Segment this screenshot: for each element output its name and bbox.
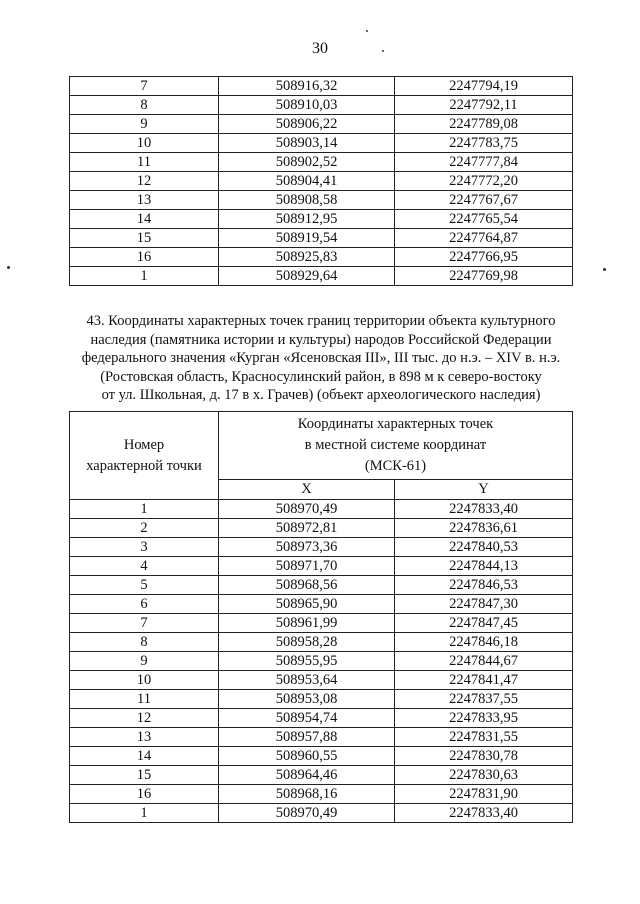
point-number-cell: 11 — [70, 690, 219, 709]
y-coordinate-cell: 2247847,45 — [395, 614, 573, 633]
x-coordinate-cell: 508970,49 — [219, 804, 395, 823]
table-row — [70, 210, 573, 229]
y-coordinate-cell: 2247777,84 — [395, 153, 573, 172]
y-coordinate-cell: 2247840,53 — [395, 538, 573, 557]
x-coordinate-cell: 508961,99 — [219, 614, 395, 633]
table-row — [70, 614, 573, 633]
table-row — [70, 652, 573, 671]
header-point-number — [70, 412, 219, 500]
table-row — [70, 229, 573, 248]
caption-line: от ул. Школьная, д. 17 в х. Грачев) (объект археологического наследия) — [101, 387, 541, 403]
point-number-cell: 13 — [70, 191, 219, 210]
header-coordinates — [219, 412, 573, 480]
x-coordinate-cell: 508971,70 — [219, 557, 395, 576]
point-number-cell: 16 — [70, 785, 219, 804]
x-coordinate-cell: 508958,28 — [219, 633, 395, 652]
point-number-cell: 12 — [70, 172, 219, 191]
caption-line: 43. Координаты характерных точек границ территории объекта культурного — [86, 313, 556, 329]
table-header — [70, 412, 573, 500]
point-number-cell: 15 — [70, 766, 219, 785]
y-coordinate-cell: 2247841,47 — [395, 671, 573, 690]
y-coordinate-cell: 2247846,53 — [395, 576, 573, 595]
point-number-cell: 13 — [70, 728, 219, 747]
x-coordinate-cell: 508908,58 — [219, 191, 395, 210]
y-coordinate-cell: 2247783,75 — [395, 134, 573, 153]
y-coordinate-cell: 2247765,54 — [395, 210, 573, 229]
x-coordinate-cell: 508925,83 — [219, 248, 395, 267]
table-row — [70, 557, 573, 576]
table-row — [70, 633, 573, 652]
table-row — [70, 709, 573, 728]
point-number-cell: 1 — [70, 267, 219, 286]
page-number: 30 — [312, 40, 328, 57]
point-number-cell: 12 — [70, 709, 219, 728]
x-coordinate-cell: 508968,56 — [219, 576, 395, 595]
x-coordinate-cell: 508953,08 — [219, 690, 395, 709]
x-coordinate-cell: 508906,22 — [219, 115, 395, 134]
x-coordinate-cell: 508916,32 — [219, 77, 395, 96]
table-row — [70, 267, 573, 286]
table-row — [70, 804, 573, 823]
y-coordinate-cell: 2247844,67 — [395, 652, 573, 671]
table-row — [70, 153, 573, 172]
y-coordinate-cell: 2247772,20 — [395, 172, 573, 191]
x-coordinate-cell: 508960,55 — [219, 747, 395, 766]
table-row — [70, 690, 573, 709]
table-row — [70, 671, 573, 690]
y-coordinate-cell: 2247833,40 — [395, 500, 573, 519]
point-number-cell: 2 — [70, 519, 219, 538]
y-coordinate-cell: 2247847,30 — [395, 595, 573, 614]
point-number-cell: 10 — [70, 134, 219, 153]
section-caption — [68, 312, 574, 405]
table-row — [70, 519, 573, 538]
y-coordinate-cell: 2247836,61 — [395, 519, 573, 538]
point-number-cell: 14 — [70, 747, 219, 766]
scan-speck — [366, 30, 368, 32]
point-number-cell: 3 — [70, 538, 219, 557]
caption-line: наследия (памятника истории и культуры) народов Российской Федерации — [90, 331, 552, 348]
point-number-cell: 7 — [70, 614, 219, 633]
table-row — [70, 728, 573, 747]
table-row — [70, 500, 573, 519]
scan-speck — [603, 268, 606, 271]
point-number-cell: 6 — [70, 595, 219, 614]
table-row — [70, 248, 573, 267]
table-row — [70, 595, 573, 614]
x-coordinate-cell: 508964,46 — [219, 766, 395, 785]
y-coordinate-cell: 2247769,98 — [395, 267, 573, 286]
y-coordinate-cell: 2247767,67 — [395, 191, 573, 210]
point-number-cell: 15 — [70, 229, 219, 248]
x-coordinate-cell: 508957,88 — [219, 728, 395, 747]
caption-line: федерального значения «Курган «Ясеновская III», III тыс. до н.э. – XIV в. н.э. — [81, 350, 561, 366]
x-coordinate-cell: 508973,36 — [219, 538, 395, 557]
table-body — [70, 500, 573, 823]
x-coordinate-cell: 508972,81 — [219, 519, 395, 538]
header-line: характерной точки — [86, 457, 202, 474]
point-number-cell: 9 — [70, 115, 219, 134]
table-row — [70, 785, 573, 804]
point-number-cell: 14 — [70, 210, 219, 229]
x-coordinate-cell: 508912,95 — [219, 210, 395, 229]
point-number-cell: 9 — [70, 652, 219, 671]
x-coordinate-cell: 508954,74 — [219, 709, 395, 728]
x-coordinate-cell: 508904,41 — [219, 172, 395, 191]
table-row — [70, 77, 573, 96]
header-line: Номер — [123, 437, 165, 454]
point-number-cell: 8 — [70, 633, 219, 652]
table-row — [70, 172, 573, 191]
point-number-cell: 11 — [70, 153, 219, 172]
header-line: в местной системе координат — [304, 437, 487, 454]
point-number-cell: 1 — [70, 804, 219, 823]
table-row — [70, 191, 573, 210]
y-coordinate-cell: 2247830,78 — [395, 747, 573, 766]
table-row — [70, 538, 573, 557]
coordinates-table-43 — [69, 411, 573, 823]
header-line: Координаты характерных точек — [297, 416, 494, 432]
x-coordinate-cell: 508955,95 — [219, 652, 395, 671]
x-coordinate-cell: 508929,64 — [219, 267, 395, 286]
table-row — [70, 96, 573, 115]
header-line: (МСК-61) — [364, 458, 427, 475]
scan-speck — [382, 50, 384, 52]
point-number-cell: 16 — [70, 248, 219, 267]
y-coordinate-cell: 2247844,13 — [395, 557, 573, 576]
x-coordinate-cell: 508903,14 — [219, 134, 395, 153]
y-coordinate-cell: 2247846,18 — [395, 633, 573, 652]
table-row — [70, 134, 573, 153]
y-coordinate-cell: 2247794,19 — [395, 77, 573, 96]
x-coordinate-cell: 508970,49 — [219, 500, 395, 519]
point-number-cell: 4 — [70, 557, 219, 576]
table-row — [70, 747, 573, 766]
y-coordinate-cell: 2247837,55 — [395, 690, 573, 709]
point-number-cell: 5 — [70, 576, 219, 595]
y-coordinate-cell: 2247830,63 — [395, 766, 573, 785]
point-number-cell: 7 — [70, 77, 219, 96]
x-coordinate-cell: 508910,03 — [219, 96, 395, 115]
point-number-cell: 10 — [70, 671, 219, 690]
table-row — [70, 766, 573, 785]
y-coordinate-cell: 2247766,95 — [395, 248, 573, 267]
table-body — [70, 77, 573, 286]
coordinates-table-continued — [69, 76, 573, 286]
y-coordinate-cell: 2247789,08 — [395, 115, 573, 134]
scan-speck — [7, 266, 10, 269]
header-y: Y — [395, 480, 573, 500]
y-coordinate-cell: 2247792,11 — [395, 96, 573, 115]
x-coordinate-cell: 508965,90 — [219, 595, 395, 614]
point-number-cell: 8 — [70, 96, 219, 115]
caption-line: (Ростовская область, Красносулинский район, в 898 м к северо-востоку — [100, 368, 542, 385]
y-coordinate-cell: 2247833,95 — [395, 709, 573, 728]
y-coordinate-cell: 2247833,40 — [395, 804, 573, 823]
x-coordinate-cell: 508902,52 — [219, 153, 395, 172]
point-number-cell: 1 — [70, 500, 219, 519]
header-x: X — [219, 480, 395, 500]
x-coordinate-cell: 508919,54 — [219, 229, 395, 248]
y-coordinate-cell: 2247764,87 — [395, 229, 573, 248]
table-row — [70, 115, 573, 134]
table-row — [70, 576, 573, 595]
y-coordinate-cell: 2247831,55 — [395, 728, 573, 747]
x-coordinate-cell: 508953,64 — [219, 671, 395, 690]
x-coordinate-cell: 508968,16 — [219, 785, 395, 804]
y-coordinate-cell: 2247831,90 — [395, 785, 573, 804]
